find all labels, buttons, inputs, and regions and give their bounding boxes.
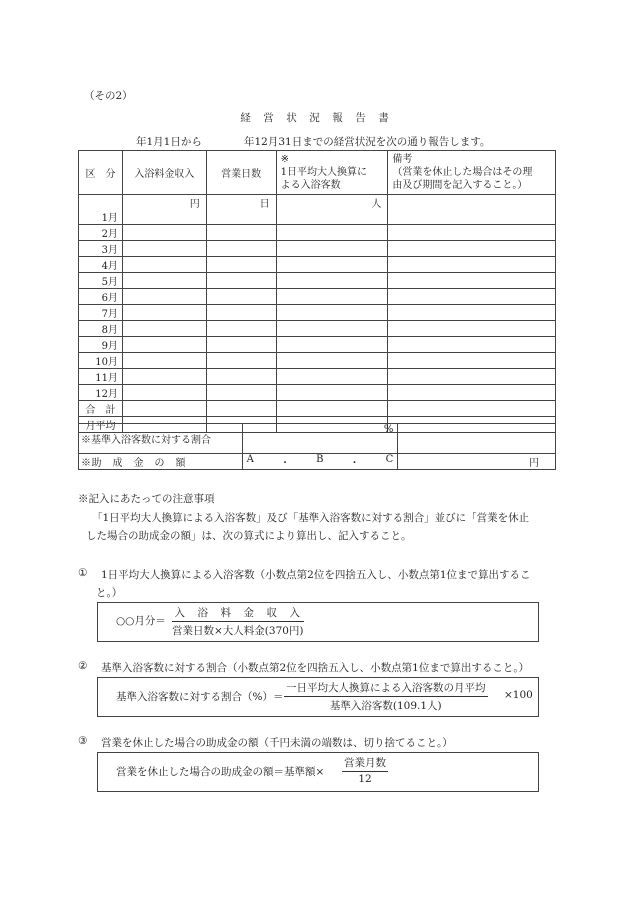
days-cell[interactable]	[206, 401, 276, 417]
income-cell[interactable]	[122, 257, 206, 273]
table-row	[79, 195, 556, 225]
average-cell[interactable]	[276, 369, 388, 385]
income-cell[interactable]	[122, 225, 206, 241]
days-cell[interactable]	[206, 241, 276, 257]
average-cell[interactable]	[276, 337, 388, 353]
income-cell[interactable]	[122, 401, 206, 417]
header-row	[79, 151, 556, 195]
table-row	[79, 353, 556, 369]
average-cell[interactable]	[276, 385, 388, 401]
ratio-blank	[398, 424, 556, 454]
average-cell[interactable]	[276, 289, 388, 305]
notes-cell[interactable]	[388, 273, 556, 289]
header-notes-line1: （営業を休止した場合はその理	[392, 167, 533, 178]
formula1-denominator: 営業日数×大人料金(370円)	[172, 625, 304, 637]
header-average	[276, 151, 388, 195]
notes-cell[interactable]	[388, 257, 556, 273]
table-row	[79, 337, 556, 353]
unit-person: 人	[276, 195, 388, 225]
header-kubun: 区 分	[79, 151, 123, 195]
notes-cell[interactable]	[388, 241, 556, 257]
notes-cell[interactable]	[388, 369, 556, 385]
row-label: 6月	[79, 289, 123, 305]
days-cell[interactable]	[206, 273, 276, 289]
days-cell[interactable]	[206, 321, 276, 337]
subsidy-abc[interactable]	[242, 454, 398, 470]
notes-heading: ※記入にあたっての注意事項	[78, 493, 215, 505]
formula2-box	[97, 677, 539, 717]
item2-number: ②	[78, 660, 88, 672]
formula3-denominator: 12	[358, 773, 372, 785]
section-number: （その2）	[84, 90, 133, 102]
period-start: 年1月1日から	[136, 136, 202, 148]
table-row	[79, 385, 556, 401]
days-cell[interactable]	[206, 353, 276, 369]
notes-cell[interactable]	[388, 289, 556, 305]
ratio-row	[79, 424, 556, 454]
formula1-fraction	[172, 605, 304, 638]
days-cell[interactable]	[206, 337, 276, 353]
subsidy-unit[interactable]: 円	[398, 454, 556, 470]
item2-text1: 基準入浴客数に対する割合（小数点第2位を四捨五入し、小数点第1位まで算出すること。）	[101, 662, 530, 674]
formula1-box	[97, 602, 539, 642]
table-row	[79, 273, 556, 289]
header-average-line1: 1日平均大人換算に	[280, 167, 367, 178]
notes-cell[interactable]	[388, 321, 556, 337]
subsidy-b: B	[316, 454, 324, 465]
subsidy-c: C	[385, 454, 394, 465]
row-label: 5月	[79, 273, 123, 289]
row-label: 12月	[79, 385, 123, 401]
header-income: 入浴料金収入	[122, 151, 206, 195]
table-row	[79, 321, 556, 337]
row-label: 月平均	[79, 417, 123, 433]
days-cell[interactable]	[206, 305, 276, 321]
item3-text1: 営業を休止した場合の助成金の額（千円未満の端数は、切り捨てること。）	[101, 737, 453, 749]
header-average-line2: よる入浴客数	[280, 180, 341, 191]
notes-cell[interactable]	[388, 401, 556, 417]
row-label: 1月	[79, 195, 123, 225]
row-label: 2月	[79, 225, 123, 241]
average-cell[interactable]	[276, 241, 388, 257]
table-row	[79, 289, 556, 305]
unit-yen: 円	[122, 195, 206, 225]
income-cell[interactable]	[122, 369, 206, 385]
row-label: 3月	[79, 241, 123, 257]
table-row	[79, 225, 556, 241]
notes-cell[interactable]	[388, 385, 556, 401]
row-label: 4月	[79, 257, 123, 273]
income-cell[interactable]	[122, 353, 206, 369]
average-cell[interactable]	[276, 273, 388, 289]
row-label: 11月	[79, 369, 123, 385]
income-cell[interactable]	[122, 241, 206, 257]
table-row	[79, 369, 556, 385]
average-cell[interactable]	[276, 225, 388, 241]
formula3-box	[97, 752, 539, 792]
row-label: 7月	[79, 305, 123, 321]
notes-cell[interactable]	[388, 305, 556, 321]
formula3-numerator: 営業月数	[342, 755, 388, 772]
row-label: 10月	[79, 353, 123, 369]
row-label: 8月	[79, 321, 123, 337]
table-row	[79, 241, 556, 257]
subsidy-a: A	[246, 454, 254, 465]
income-cell[interactable]	[122, 305, 206, 321]
table-row	[79, 305, 556, 321]
header-notes-line2: 由及び期間を記入すること。）	[392, 180, 528, 191]
notes-line2: した場合の助成金の額」は、次の算式により算出し、記入すること。	[86, 530, 412, 542]
average-cell[interactable]	[276, 305, 388, 321]
average-cell[interactable]	[276, 257, 388, 273]
formula3-fraction	[342, 755, 388, 785]
item1-text1: 1日平均大人換算による入浴客数（小数点第2位を四捨五入し、小数点第1位まで算出するこ	[101, 569, 531, 581]
income-cell[interactable]	[122, 337, 206, 353]
notes-cell[interactable]	[388, 353, 556, 369]
document-title: 経 営 状 況 報 告 書	[240, 112, 390, 124]
ratio-unit[interactable]: %	[242, 424, 398, 454]
income-cell[interactable]	[122, 385, 206, 401]
income-cell[interactable]	[122, 321, 206, 337]
report-table	[78, 150, 556, 433]
item1-text2: と。）	[96, 587, 123, 599]
notes-line1: 「1日平均大人換算による入浴客数」及び「基準入浴客数に対する割合」並びに「営業を休止	[92, 512, 530, 524]
ratio-label: ※基準入浴客数に対する割合	[79, 424, 243, 454]
income-cell[interactable]	[122, 289, 206, 305]
average-cell[interactable]	[276, 321, 388, 337]
formula1-numerator: 入 浴 料 金 収 入	[172, 605, 304, 622]
header-notes	[388, 151, 556, 195]
period-end: 年12月31日までの経営状況を次の通り報告します。	[244, 136, 491, 148]
formula2-numerator: 一日平均大人換算による入浴客数の月平均	[284, 680, 488, 697]
days-cell[interactable]	[206, 225, 276, 241]
formula2-rhs: ×100	[504, 689, 533, 701]
days-cell[interactable]	[206, 289, 276, 305]
subsidy-dot: ・	[349, 458, 360, 469]
subsidy-row	[79, 454, 556, 470]
notes-cell[interactable]	[388, 337, 556, 353]
formula2-denominator: 基準入浴客数(109.1人)	[329, 700, 442, 712]
header-days: 営業日数	[206, 151, 276, 195]
notes-cell[interactable]	[388, 195, 556, 225]
days-cell[interactable]	[206, 385, 276, 401]
subsidy-label: ※助 成 金 の 額	[79, 454, 243, 470]
item3-number: ③	[78, 735, 88, 747]
formula3-lhs: 営業を休止した場合の助成金の額＝基準額×	[116, 766, 325, 778]
header-average-mark: ※	[280, 154, 289, 165]
income-cell[interactable]	[122, 273, 206, 289]
average-cell[interactable]	[276, 401, 388, 417]
formula2-lhs: 基準入浴客数に対する割合（%）＝	[116, 691, 284, 703]
average-cell[interactable]	[276, 353, 388, 369]
days-cell[interactable]	[206, 369, 276, 385]
formula1-lhs: ○○月分＝	[116, 615, 166, 627]
days-cell[interactable]	[206, 257, 276, 273]
header-notes-title: 備考	[392, 154, 413, 165]
notes-cell[interactable]	[388, 225, 556, 241]
summary-table	[78, 423, 556, 470]
row-label: 9月	[79, 337, 123, 353]
table-row	[79, 257, 556, 273]
formula2-fraction	[284, 680, 488, 713]
total-row	[79, 401, 556, 417]
subsidy-dot: ・	[279, 458, 290, 469]
item1-number: ①	[78, 567, 88, 579]
row-label: 合 計	[79, 401, 123, 417]
unit-day: 日	[206, 195, 276, 225]
